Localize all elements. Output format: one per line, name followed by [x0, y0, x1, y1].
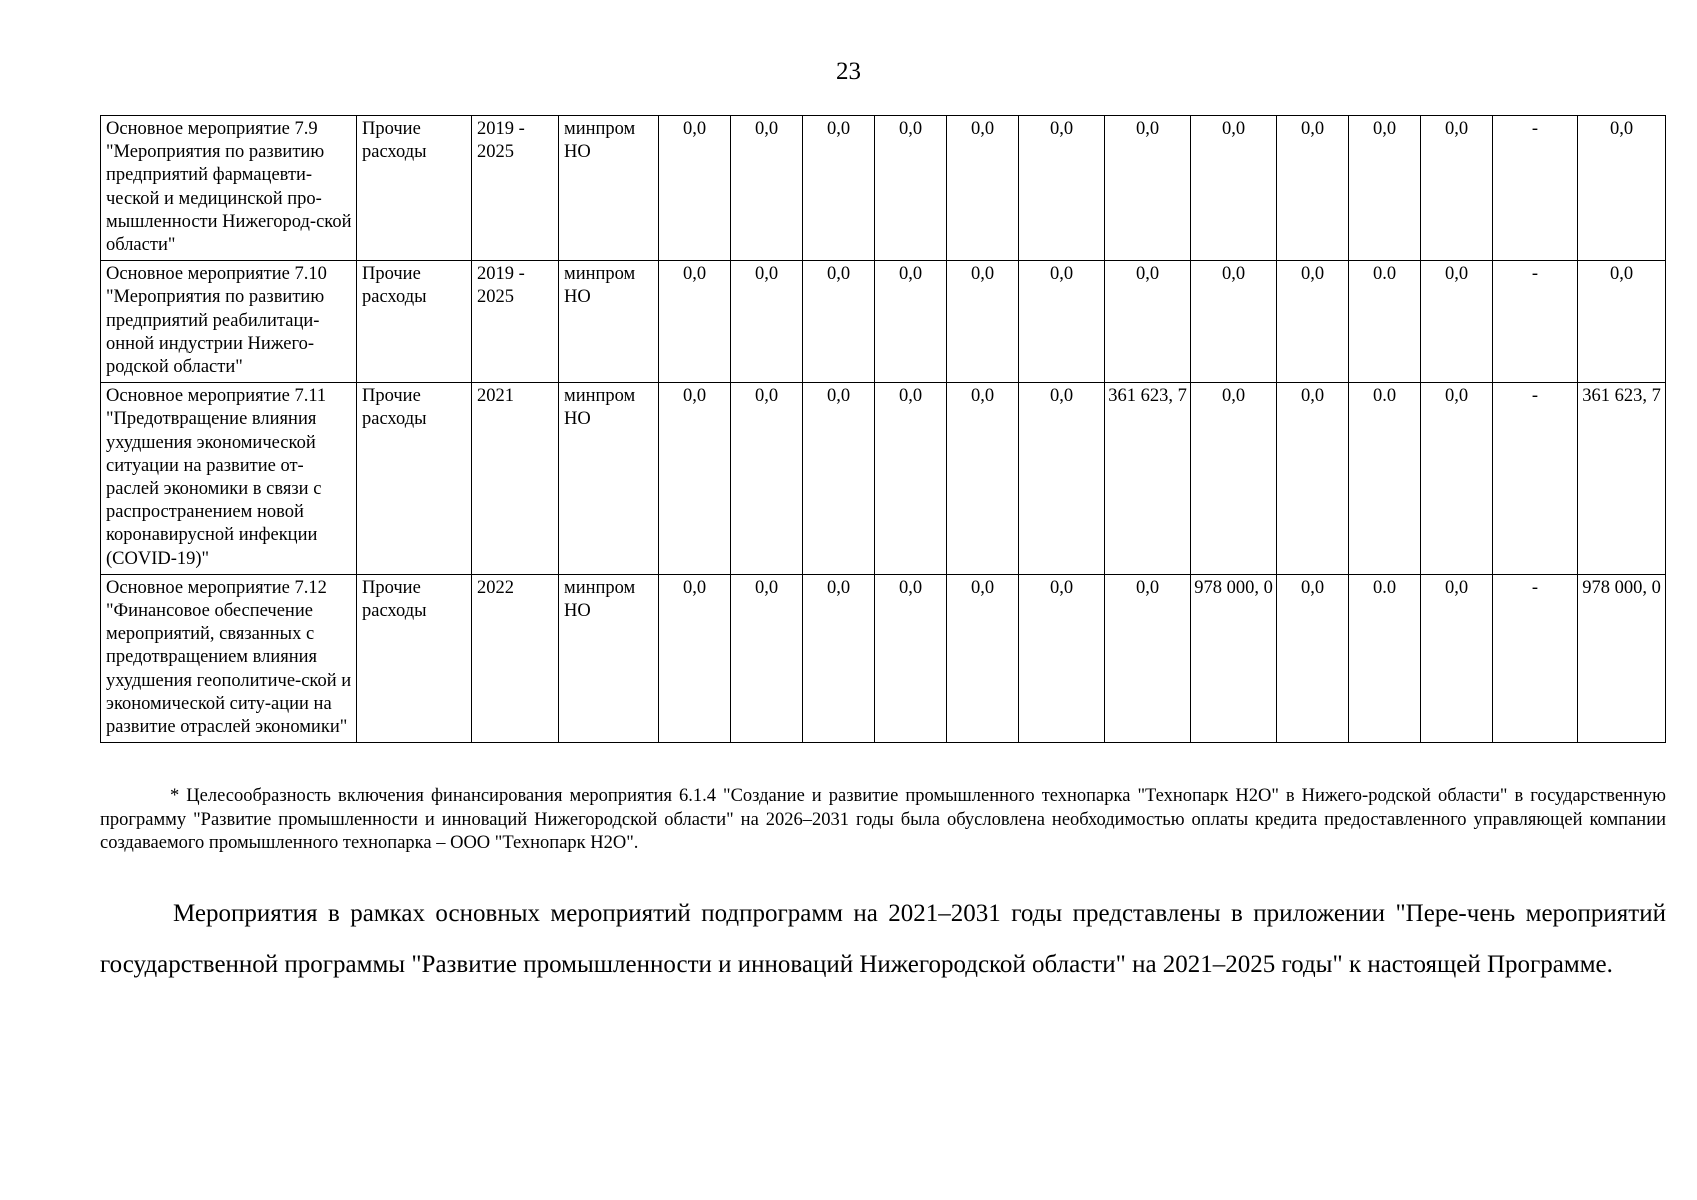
value-cell: 0,0	[1578, 261, 1666, 383]
value-cell: 0,0	[1578, 116, 1666, 261]
value-cell: 0,0	[1191, 261, 1277, 383]
value-cell: 0,0	[1277, 116, 1349, 261]
value-cell: 0,0	[659, 383, 731, 575]
value-cell: 0.0	[1349, 261, 1421, 383]
executor-cell: минпром НО	[559, 261, 659, 383]
period-cell: 2021	[472, 383, 559, 575]
value-cell: 0,0	[1421, 116, 1493, 261]
value-cell: 0,0	[875, 261, 947, 383]
value-cell: 0,0	[1105, 261, 1191, 383]
table-row	[101, 574, 1666, 742]
value-cell: 0,0	[875, 383, 947, 575]
value-cell: 0,0	[1421, 261, 1493, 383]
value-cell: 0,0	[1277, 261, 1349, 383]
executor-cell: минпром НО	[559, 574, 659, 742]
value-cell: 0,0	[1277, 383, 1349, 575]
value-cell: 0,0	[1421, 383, 1493, 575]
value-cell: 0,0	[659, 574, 731, 742]
value-cell: 0,0	[875, 574, 947, 742]
value-cell: 0,0	[947, 116, 1019, 261]
value-cell: 0,0	[947, 383, 1019, 575]
value-cell: 0,0	[731, 261, 803, 383]
value-cell: 0,0	[1019, 574, 1105, 742]
value-cell: 0,0	[1019, 261, 1105, 383]
period-cell: 2019 - 2025	[472, 116, 559, 261]
value-cell: 0,0	[659, 116, 731, 261]
value-cell: 0,0	[731, 116, 803, 261]
activity-name-cell: Основное мероприятие 7.10 "Мероприятия по развитию предприятий реабилитаци-онной индустрии Нижего-родской области"	[101, 261, 357, 383]
value-cell: 0,0	[1191, 116, 1277, 261]
value-cell: 0,0	[947, 574, 1019, 742]
value-cell: 0,0	[1349, 116, 1421, 261]
expense-type-cell: Прочие расходы	[357, 261, 472, 383]
value-cell: 0,0	[1105, 116, 1191, 261]
table-row	[101, 383, 1666, 575]
activity-name-cell: Основное мероприятие 7.11 "Предотвращение влияния ухудшения экономической ситуации на развитие от-раслей экономики в связи с распространением новой коронавирусной инфекции (COVID-19)"	[101, 383, 357, 575]
page-number: 23	[836, 58, 861, 85]
expense-type-cell: Прочие расходы	[357, 574, 472, 742]
executor-cell: минпром НО	[559, 116, 659, 261]
footnote: * Целесообразность включения финансирования мероприятия 6.1.4 "Создание и развитие промышленного технопарка "Технопарк Н2О" в Нижего-родской области" в государственную программу "Развитие промышленности и инноваций Нижегородской области" на 2026–2031 годы была обусловлена необходимостью оплаты кредита предоставленного управляющей компании создаваемого промышленного технопарка – ООО "Технопарк Н2О".	[100, 786, 1666, 853]
value-cell: 361 623, 7	[1105, 383, 1191, 575]
table-row	[101, 116, 1666, 261]
value-cell: 361 623, 7	[1578, 383, 1666, 575]
value-cell: 0,0	[803, 574, 875, 742]
period-cell: 2022	[472, 574, 559, 742]
value-cell: -	[1493, 261, 1578, 383]
value-cell: -	[1493, 574, 1578, 742]
value-cell: 0,0	[1019, 116, 1105, 261]
value-cell: 0,0	[1191, 383, 1277, 575]
value-cell: -	[1493, 383, 1578, 575]
value-cell: 0,0	[731, 574, 803, 742]
expense-type-cell: Прочие расходы	[357, 116, 472, 261]
activity-name-cell: Основное мероприятие 7.9 "Мероприятия по развитию предприятий фармацевти-ческой и медицинской про-мышленности Нижегород-ской области"	[101, 116, 357, 261]
value-cell: 0,0	[731, 383, 803, 575]
value-cell: 978 000, 0	[1578, 574, 1666, 742]
value-cell: 0,0	[803, 116, 875, 261]
value-cell: 0,0	[1421, 574, 1493, 742]
value-cell: 0.0	[1349, 383, 1421, 575]
value-cell: 978 000, 0	[1191, 574, 1277, 742]
expense-type-cell: Прочие расходы	[357, 383, 472, 575]
value-cell: 0,0	[1277, 574, 1349, 742]
table-row	[101, 261, 1666, 383]
value-cell: 0,0	[947, 261, 1019, 383]
value-cell: 0,0	[803, 261, 875, 383]
value-cell: 0,0	[875, 116, 947, 261]
executor-cell: минпром НО	[559, 383, 659, 575]
value-cell: 0,0	[803, 383, 875, 575]
body-paragraph: Мероприятия в рамках основных мероприятий подпрограмм на 2021–2031 годы представлены в приложении "Пере-чень мероприятий государственной программы "Развитие промышленности и инноваций Нижегородской области" на 2021–2025 годы" к настоящей Программе.	[100, 900, 1666, 978]
activity-name-cell: Основное мероприятие 7.12 "Финансовое обеспечение мероприятий, связанных с предотвращением влияния ухудшения геополитиче-ской и экономической ситу-ации на развитие отраслей экономики"	[101, 574, 357, 742]
value-cell: 0.0	[1349, 574, 1421, 742]
value-cell: -	[1493, 116, 1578, 261]
value-cell: 0,0	[1019, 383, 1105, 575]
value-cell: 0,0	[659, 261, 731, 383]
period-cell: 2019 - 2025	[472, 261, 559, 383]
value-cell: 0,0	[1105, 574, 1191, 742]
financing-table	[100, 115, 1666, 743]
